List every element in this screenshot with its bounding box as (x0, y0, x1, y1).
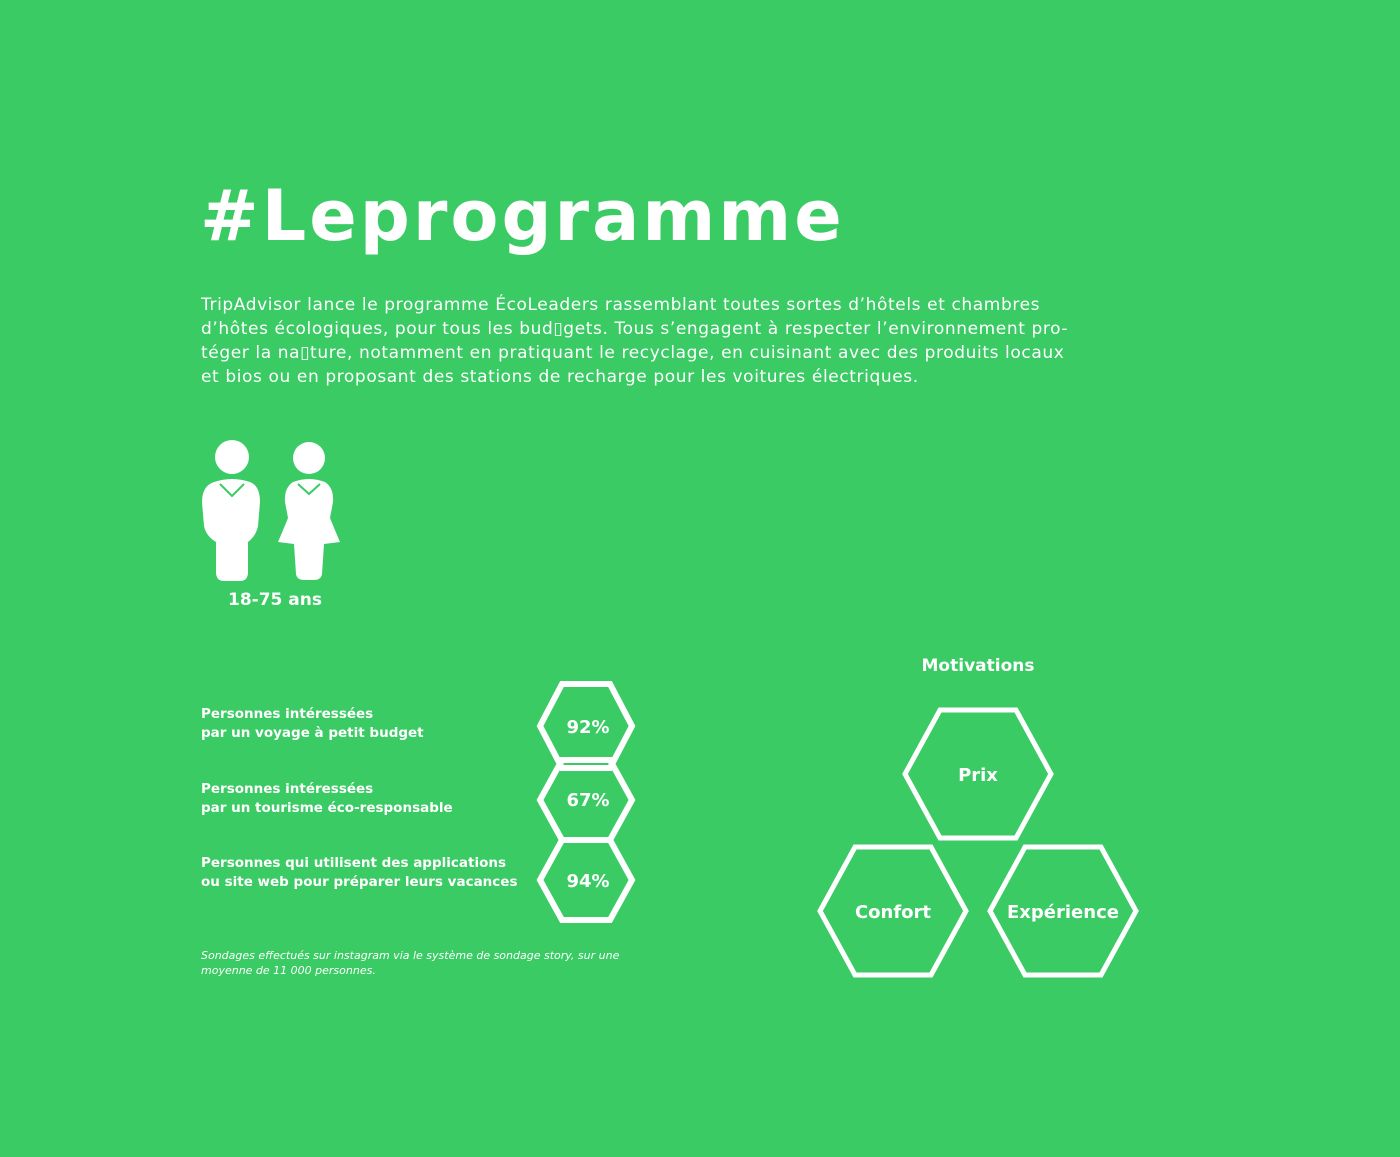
stat-label-line: par un tourisme éco-responsable (201, 800, 453, 816)
stat-label-line: Personnes intéressées (201, 706, 374, 722)
motivation-hexagons (800, 690, 1160, 990)
intro-line: et bios ou en proposant des stations de recharge pour les voitures électriques. (201, 367, 919, 387)
intro-paragraph (201, 293, 1201, 389)
motivation-label: Expérience (1007, 902, 1119, 923)
woman-head-icon (293, 442, 325, 474)
footnote-line: Sondages effectués sur instagram via le système de sondage story, sur une (201, 949, 620, 962)
stat-label (201, 854, 518, 892)
stat-label-line: Personnes intéressées (201, 781, 374, 797)
survey-footnote (201, 948, 671, 978)
intro-line: TripAdvisor lance le programme ÉcoLeaders rassemblant toutes sortes d’hôtels et chambres (201, 295, 1041, 315)
motivation-label: Confort (854, 902, 932, 923)
man-head-icon (215, 440, 249, 474)
page-title: #Leprogramme (200, 175, 845, 257)
motivations-heading: Motivations (921, 656, 1035, 676)
age-range-label: 18-75 ans (228, 590, 322, 610)
stat-label-line: par un voyage à petit budget (201, 725, 424, 741)
stat-label (201, 780, 453, 818)
man-woman-icon (198, 436, 346, 584)
intro-line: d’hôtes écologiques, pour tous les bud▯gets. Tous s’engagent à respecter l’environnement pro- (201, 319, 1069, 339)
stat-label (201, 705, 424, 743)
stat-hexagons (530, 672, 645, 930)
intro-line: téger la na▯ture, notamment en pratiquant le recyclage, en cuisinant avec des produits locaux (201, 343, 1065, 363)
stat-label-line: Personnes qui utilisent des applications (201, 855, 506, 871)
stat-label-line: ou site web pour préparer leurs vacances (201, 874, 518, 890)
stat-value: 67% (566, 790, 610, 811)
stat-value: 92% (566, 717, 610, 738)
motivation-label: Prix (958, 765, 998, 786)
footnote-line: moyenne de 11 000 personnes. (201, 964, 376, 977)
stat-value: 94% (566, 871, 610, 892)
